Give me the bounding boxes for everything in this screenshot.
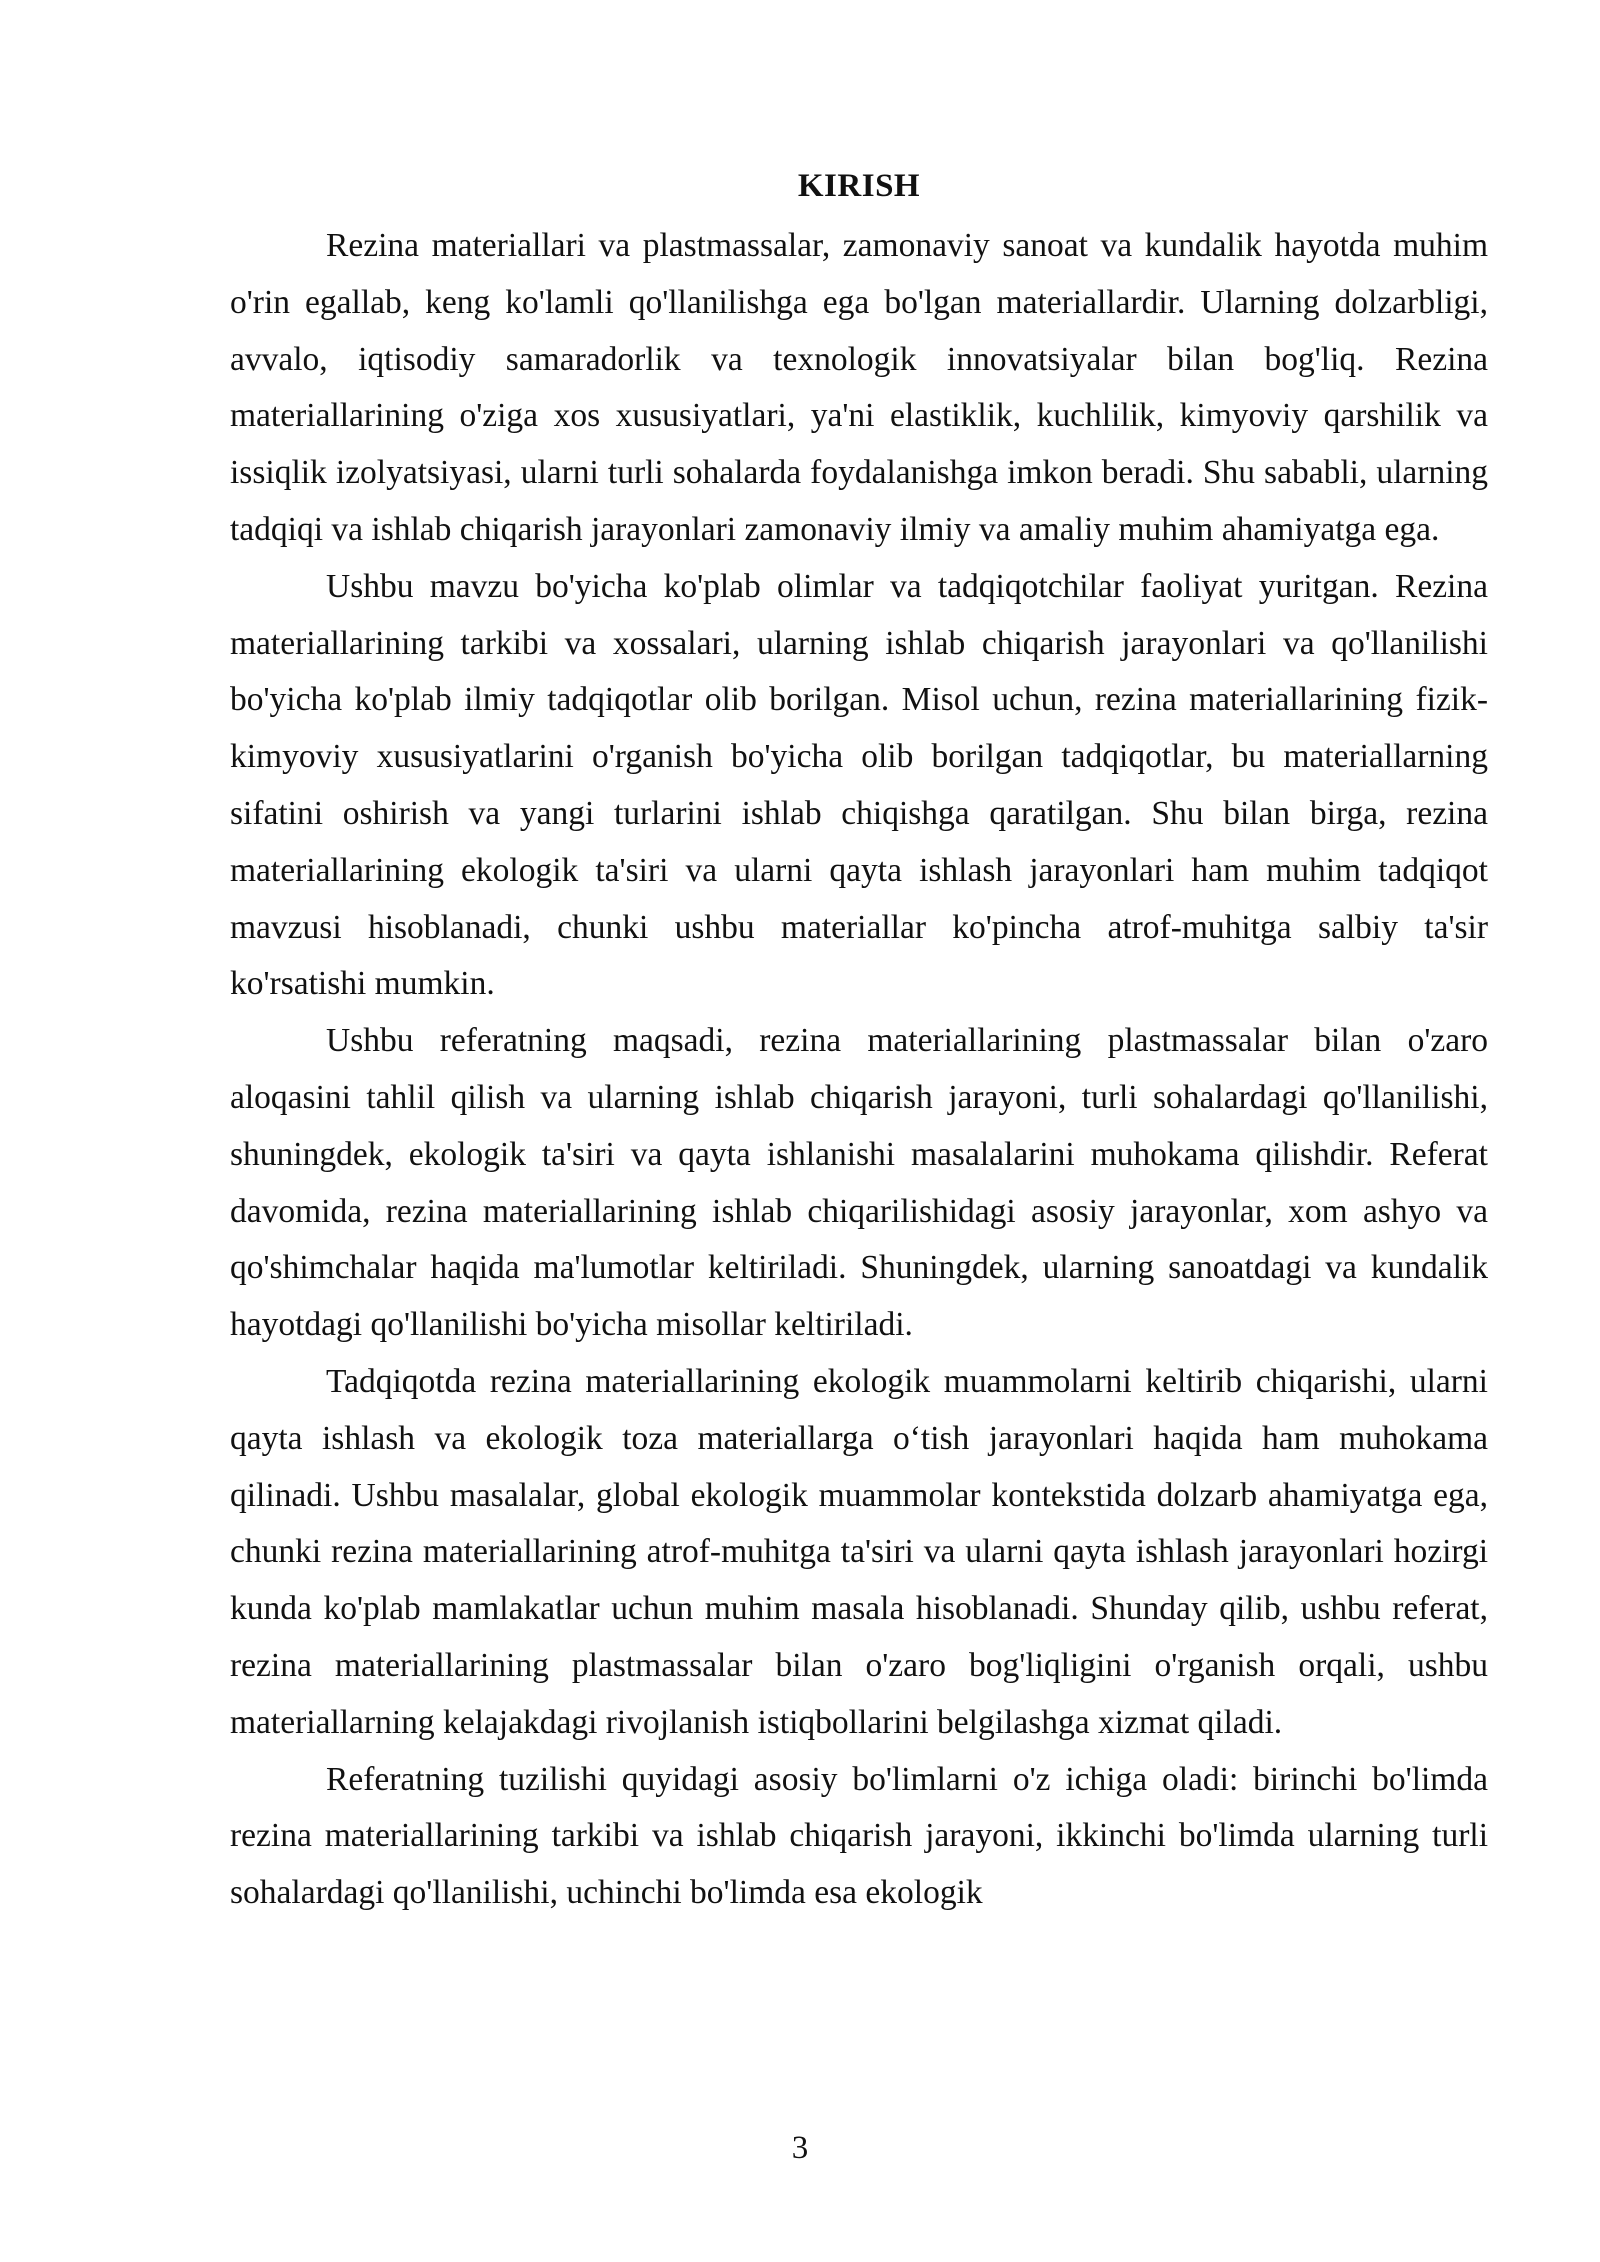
- section-title: KIRISH: [797, 168, 921, 204]
- paragraph-2: Ushbu mavzu bo'yicha ko'plab olimlar va tadqiqotchilar faoliyat yuritgan. Rezina materiallarining tarkibi va xossalari, ularning ishlab chiqarish jarayonlari va qo'llanilishi bo'yicha ko'plab ilmiy tadqiqotlar olib borilgan. Misol uchun, rezina materiallarining fizik-kimyoviy xususiyatlarini o'rganish bo'yicha olib borilgan tadqiqotlar, bu materiallarning sifatini oshirish va yangi turlarini ishlab chiqishga qaratilgan. Shu bilan birga, rezina materiallarining ekologik ta'siri va ularni qayta ishlash jarayonlari ham muhim tadqiqot mavzusi hisoblanadi, chunki ushbu materiallar ko'pincha atrof-muhitga salbiy ta'sir ko'rsatishi mumkin.: [230, 567, 1488, 1003]
- paragraph-4: Tadqiqotda rezina materiallarining ekologik muammolarni keltirib chiqarishi, ularni qayta ishlash va ekologik toza materiallarga o‘tish jarayonlari haqida ham muhokama qilinadi. Ushbu masalalar, global ekologik muammolar kontekstida dolzarb ahamiyatga ega, chunki rezina materiallarining atrof-muhitga ta'siri va ularni qayta ishlash jarayonlari hozirgi kunda ko'plab mamlakatlar uchun muhim masala hisoblanadi. Shunday qilib, ushbu referat, rezina materiallarining plastmassalar bilan o'zaro bog'liqligini o'rganish orqali, ushbu materiallarning kelajakdagi rivojlanish istiqbollarini belgilashga xizmat qiladi.: [230, 1362, 1488, 1741]
- paragraph-3: Ushbu referatning maqsadi, rezina materiallarining plastmassalar bilan o'zaro aloqasini tahlil qilish va ularning ishlab chiqarish jarayoni, turli sohalardagi qo'llanilishi, shuningdek, ekologik ta'siri va qayta ishlanishi masalalarini muhokama qilishdir. Referat davomida, rezina materiallarining ishlab chiqarilishidagi asosiy jarayonlar, xom ashyo va qo'shimchalar haqida ma'lumotlar keltiriladi. Shuningdek, ularning sanoatdagi va kundalik hayotdagi qo'llanilishi bo'yicha misollar keltiriladi.: [230, 1022, 1488, 1344]
- paragraph-5: Referatning tuzilishi quyidagi asosiy bo'limlarni o'z ichiga oladi: birinchi bo'limda rezina materiallarining tarkibi va ishlab chiqarish jarayoni, ikkinchi bo'limda ularning turli sohalardagi qo'llanilishi, uchinchi bo'limda esa ekologik: [230, 1760, 1488, 1912]
- paragraph-1: Rezina materiallari va plastmassalar, zamonaviy sanoat va kundalik hayotda muhim o'rin egallab, keng ko'lamli qo'llanilishga ega bo'lgan materiallardir. Ularning dolzarbligi, avvalo, iqtisodiy samaradorlik va texnologik innovatsiyalar bilan bog'liq. Rezina materiallarining o'ziga xos xususiyatlari, ya'ni elastiklik, kuchlilik, kimyoviy qarshilik va issiqlik izolyatsiyasi, ularni turli sohalarda foydalanishga imkon beradi. Shu sababli, ularning tadqiqi va ishlab chiqarish jarayonlari zamonaviy ilmiy va amaliy muhim ahamiyatga ega.: [230, 227, 1488, 548]
- page-number: 3: [791, 2130, 809, 2166]
- page-content: [230, 158, 1488, 1922]
